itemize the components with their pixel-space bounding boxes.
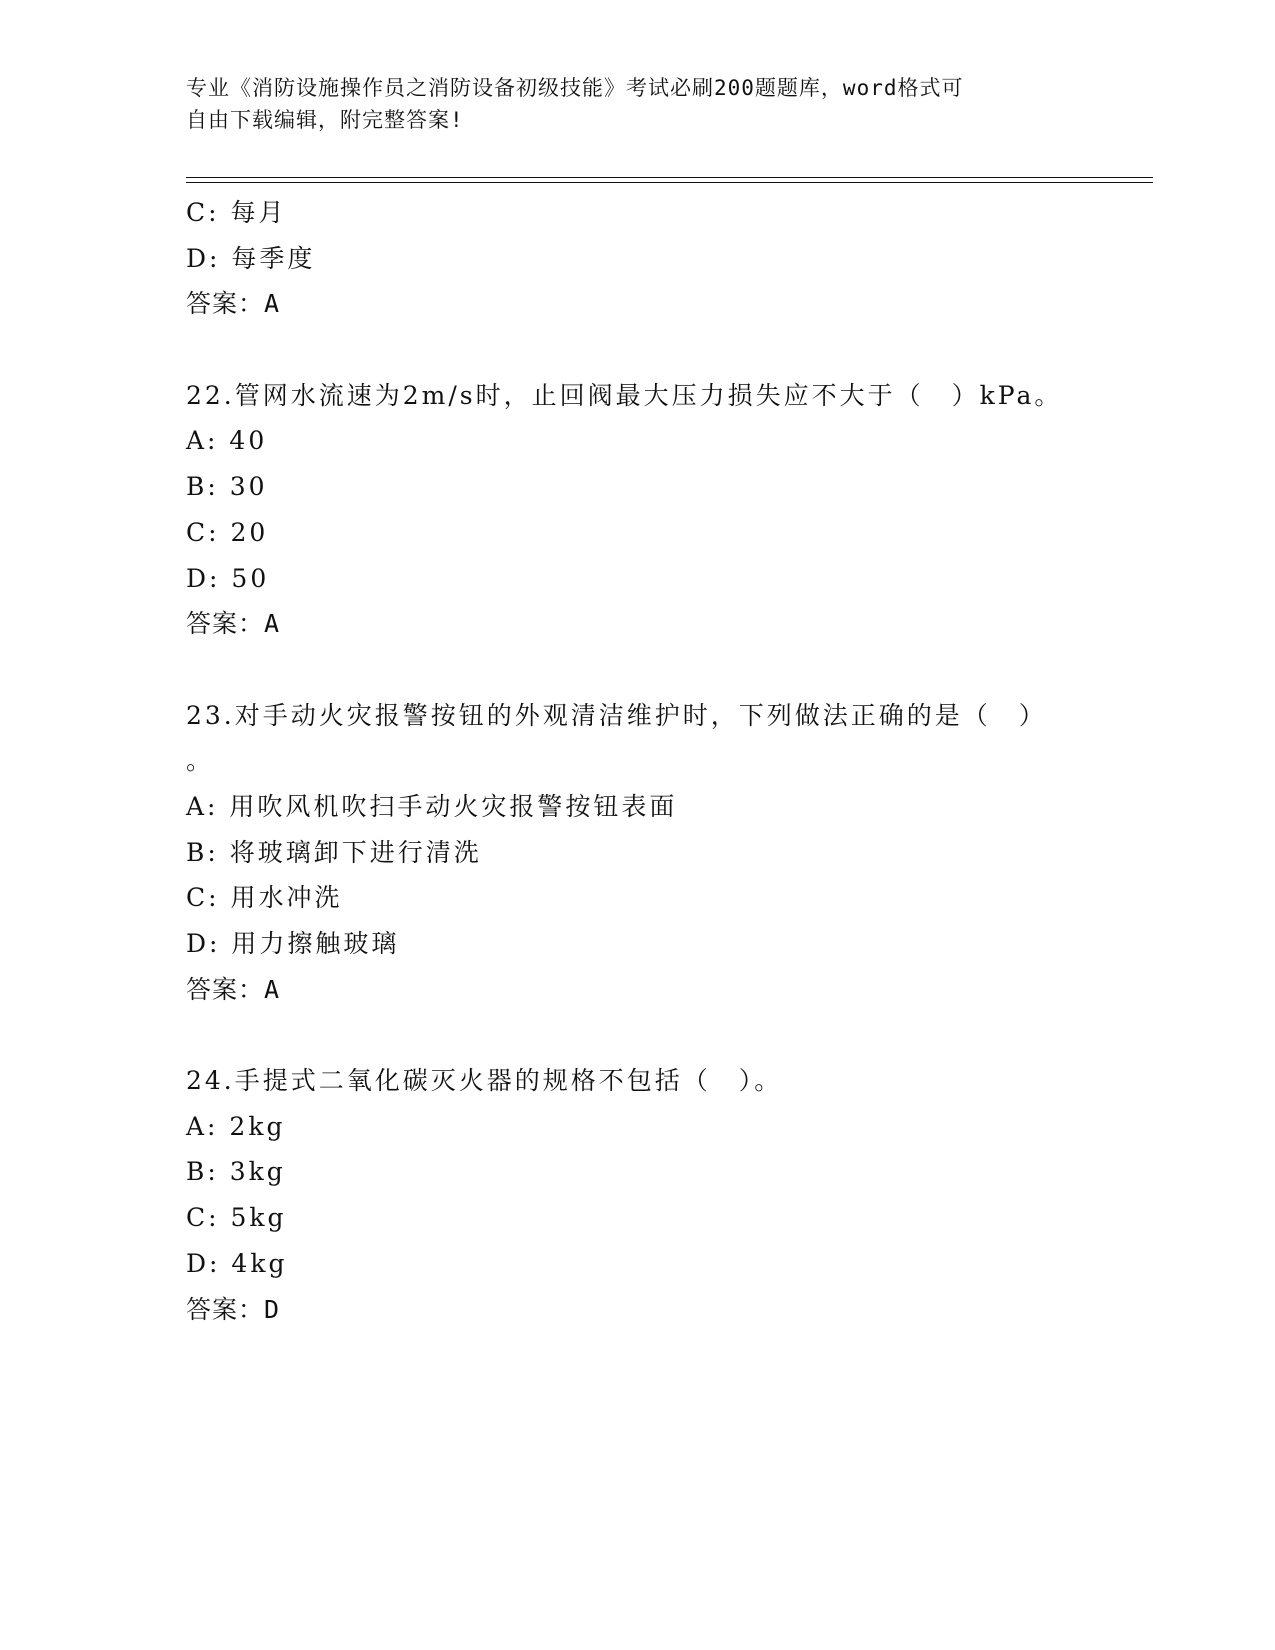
option-d: D: 4kg: [186, 1248, 288, 1278]
option-b: B: 30: [186, 472, 268, 502]
question-23: [186, 693, 1086, 1013]
option-a: A: 2kg: [186, 1111, 286, 1141]
question-stem: 22.管网水流速为2m/s时，止回阀最大压力损失应不大于（ ）kPa。: [186, 380, 1063, 410]
option-c: C: 用水冲洗: [186, 883, 343, 913]
header-divider-top: [186, 177, 1153, 178]
header-divider-bottom: [186, 182, 1153, 183]
option-d: D: 50: [186, 563, 270, 593]
header-line-1: 专业《消防设施操作员之消防设备初级技能》考试必刷200题题库，word格式可: [186, 76, 964, 100]
question-list: [186, 190, 1086, 1332]
option-a: A: 40: [186, 426, 268, 456]
previous-question-tail: [186, 190, 1086, 327]
question-stem: 23.对手动火灾报警按钮的外观清洁维护时，下列做法正确的是（ ）: [186, 700, 1047, 730]
answer: 答案：D: [186, 1294, 281, 1324]
spacer: [186, 327, 1086, 373]
spacer: [186, 647, 1086, 693]
option-c: C: 20: [186, 517, 269, 547]
option-c: C: 每月: [186, 198, 287, 227]
answer: 答案：A: [186, 974, 281, 1004]
option-c: C: 5kg: [186, 1203, 287, 1233]
spacer: [186, 1012, 1086, 1058]
option-a: A: 用吹风机吹扫手动火灾报警按钮表面: [186, 791, 678, 821]
option-d: D: 每季度: [186, 243, 316, 273]
question-stem: 24.手提式二氧化碳灭火器的规格不包括（ ）。: [186, 1066, 783, 1096]
answer: 答案：A: [186, 609, 281, 639]
question-stem-continuation: 。: [186, 746, 215, 776]
question-24: [186, 1058, 1086, 1332]
header-line-2: 自由下载编辑，附完整答案!: [186, 108, 464, 132]
question-22: [186, 373, 1086, 647]
document-header: [186, 72, 1086, 136]
option-b: B: 将玻璃卸下进行清洗: [186, 837, 482, 867]
option-b: B: 3kg: [186, 1157, 286, 1187]
answer: 答案：A: [186, 289, 281, 319]
option-d: D: 用力擦触玻璃: [186, 929, 400, 958]
